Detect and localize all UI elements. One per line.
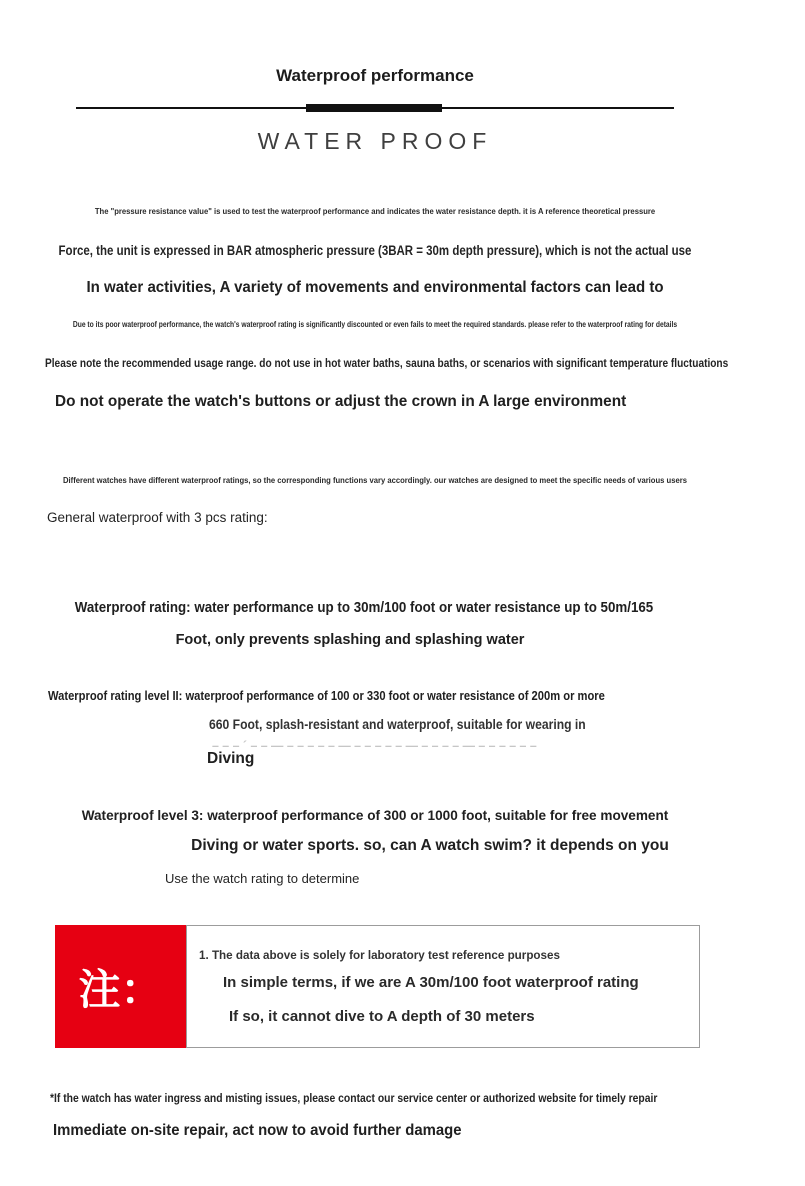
ratings-note: Different watches have different waterproof ratings, so the corresponding functions vary accordingly. our watches are designed to meet the specific needs of various users <box>63 475 687 485</box>
ratings-heading: General waterproof with 3 pcs rating: <box>47 510 268 525</box>
rating-level2-clipped-faint-line: – – – ´ – – — – – – – – — – – – – – — – – – – — – – – – – – <box>212 738 537 753</box>
rating-level3-line3: Use the watch rating to determine <box>165 871 360 886</box>
rating-level3-line1: Waterproof level 3: waterproof performance of 300 or 1000 foot, suitable for free movement <box>81 807 669 823</box>
page-subtitle: WATER PROOF <box>257 128 493 154</box>
intro-do-not-operate-line: Do not operate the watch's buttons or adjust the crown in A large environment <box>55 393 627 410</box>
rating-level2-line1: Waterproof rating level II: waterproof performance of 100 or 330 foot or water resistance of 200m or more <box>48 688 605 703</box>
intro-pressure-note: The "pressure resistance value" is used to test the waterproof performance and indicates the water resistance depth. it is A reference theoretical pressure <box>94 206 656 216</box>
intro-discount-note: Due to its poor waterproof performance, the watch's waterproof rating is significantly discounted or even fails to meet the required standards. please refer to the waterproof rating for details <box>72 320 678 329</box>
intro-usage-range-line: Please note the recommended usage range. do not use in hot water baths, sauna baths, or scenarios with significant temperature fluctuations <box>45 358 729 370</box>
footer-service-note: *If the watch has water ingress and misting issues, please contact our service center or authorized website for timely repair <box>50 1093 658 1105</box>
page-title: Waterproof performance <box>276 66 474 85</box>
rating-level3-line2: Diving or water sports. so, can A watch swim? it depends on you <box>191 837 669 854</box>
divider-bold-segment <box>306 104 442 112</box>
note-item-2: In simple terms, if we are A 30m/100 foot waterproof rating <box>223 974 639 991</box>
note-body <box>186 925 700 1048</box>
note-item-3: If so, it cannot dive to A depth of 30 meters <box>229 1008 535 1025</box>
intro-bar-unit-line: Force, the unit is expressed in BAR atmospheric pressure (3BAR = 30m depth pressure), which is not the actual use <box>58 243 692 258</box>
note-box <box>55 925 700 1048</box>
intro-water-activities-line: In water activities, A variety of movements and environmental factors can lead to <box>86 279 664 296</box>
note-badge: 注： <box>55 925 186 1048</box>
note-item-1: 1. The data above is solely for laboratory test reference purposes <box>199 948 560 962</box>
rating-level1-line2: Foot, only prevents splashing and splashing water <box>175 632 525 648</box>
rating-level1-line1: Waterproof rating: water performance up to 30m/100 foot or water resistance up to 50m/165 <box>74 600 654 616</box>
footer-repair-line: Immediate on-site repair, act now to avoid further damage <box>53 1122 462 1139</box>
rating-level2-line3: Diving <box>207 750 255 767</box>
rating-level2-line2: 660 Foot, splash-resistant and waterproof, suitable for wearing in <box>209 717 586 732</box>
